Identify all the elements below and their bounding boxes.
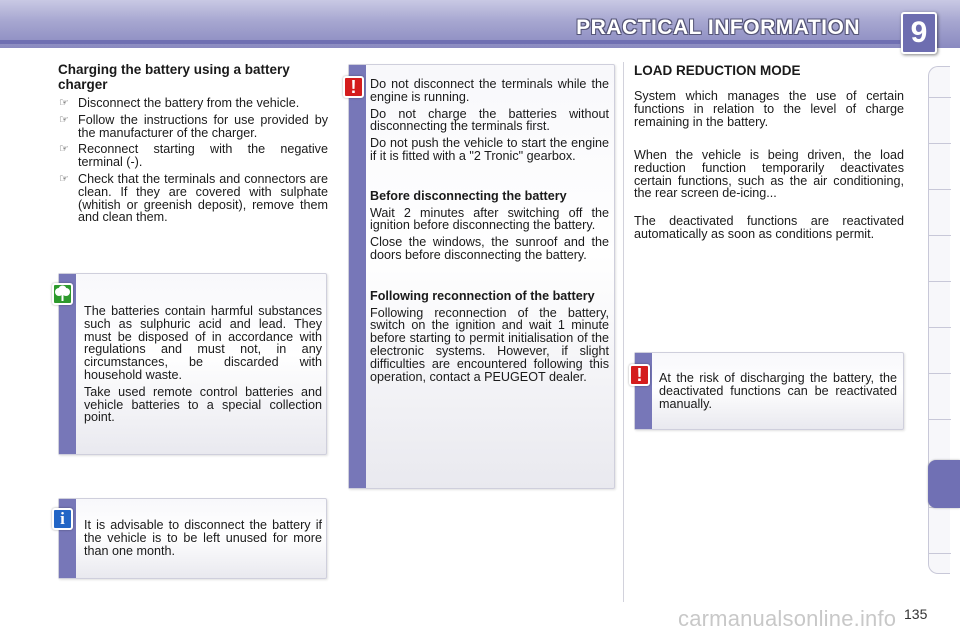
subheading-before-disconnecting: Before disconnecting the battery bbox=[370, 188, 567, 203]
tab-divider bbox=[929, 143, 951, 144]
column-divider bbox=[623, 62, 624, 602]
tree-icon bbox=[52, 283, 73, 305]
info-note-box bbox=[58, 498, 327, 579]
list-item: ☞ Follow the instructions for use provided by the manufacturer of the charger. bbox=[59, 112, 328, 140]
list-item: ☞ Check that the terminals and connectors are clean. If they are covered with sulphate (whitish or greenish deposit), remove them and clean them. bbox=[59, 171, 328, 225]
tab-divider bbox=[929, 235, 951, 236]
tab-divider bbox=[929, 373, 951, 374]
pointing-hand-icon: ☞ bbox=[59, 172, 69, 185]
pointing-hand-icon: ☞ bbox=[59, 97, 69, 109]
load-reduction-warning-text: At the risk of discharging the battery, the deactivated functions can be reactivated manually. bbox=[659, 371, 897, 411]
info-icon: i bbox=[52, 508, 73, 530]
page-number: 135 bbox=[904, 606, 928, 622]
tab-divider bbox=[929, 97, 951, 98]
list-item: ☞ Reconnect starting with the negative terminal (-). bbox=[59, 142, 328, 170]
tab-divider bbox=[929, 419, 951, 420]
section-heading-load-reduction: LOAD REDUCTION MODE bbox=[634, 63, 801, 78]
section-heading-charging: Charging the battery using a battery charger bbox=[58, 62, 290, 92]
battery-warning-text: Do not disconnect the terminals while the engine is running. Do not charge the batteries without disconnecting the terminals first. Do not push the vehicle to start the engine if it is fitted with a "2 Tronic" gearbox. Before disconnecting the battery Wait 2 minutes after switching off the ignition before disconnecting the battery. Close the windows, the sunroof and the doors before disconnecting the battery. Following reconnection of the battery Following reconnection of the battery, switch on the ignition and wait 1 minute before starting to permit initialisation of the electronic systems. However, if slight difficulties are encountered following this operation, contact a PEUGEOT dealer. bbox=[370, 77, 609, 384]
load-reduction-description: When the vehicle is being driven, the load reduction function temporarily deactivates certain functions, such as the air conditioning, the rear screen de-icing... bbox=[634, 148, 904, 201]
info-note-text: It is advisable to disconnect the battery if the vehicle is to be left unused for more than one month. bbox=[84, 518, 322, 558]
charging-steps-list bbox=[58, 97, 328, 228]
chapter-number: 9 bbox=[910, 16, 928, 49]
watermark: carmanualsonline.info bbox=[678, 606, 897, 631]
list-item: ☞ Disconnect the battery from the vehicle. bbox=[59, 96, 300, 110]
subheading-following-reconnection: Following reconnection of the battery bbox=[370, 288, 595, 303]
tab-divider bbox=[929, 553, 951, 554]
active-chapter-tab[interactable] bbox=[928, 460, 960, 508]
load-reduction-intro: System which manages the use of certain functions in relation to the level of charge remaining in the battery. bbox=[634, 89, 904, 129]
tab-divider bbox=[929, 189, 951, 190]
load-reduction-warning-box bbox=[634, 352, 904, 430]
load-reduction-reactivation: The deactivated functions are reactivated automatically as soon as conditions permit. bbox=[634, 214, 904, 241]
warning-icon: ! bbox=[629, 364, 650, 386]
environment-note-text: The batteries contain harmful substances such as sulphuric acid and lead. They must be disposed of in accordance with regulations and must not, in any circumstances, be discarded with household waste. Take used remote control batteries and vehicle batteries to a special collection point. bbox=[84, 304, 322, 425]
pointing-hand-icon: ☞ bbox=[59, 113, 69, 126]
header-rule bbox=[0, 40, 900, 44]
chapter-badge bbox=[901, 12, 937, 54]
pointing-hand-icon: ☞ bbox=[59, 143, 69, 156]
page-title: PRACTICAL INFORMATION bbox=[576, 16, 860, 39]
tab-divider bbox=[929, 281, 951, 282]
warning-icon: ! bbox=[343, 76, 364, 98]
tab-divider bbox=[929, 327, 951, 328]
box-accent-bar bbox=[349, 65, 366, 488]
environment-note-box bbox=[58, 273, 327, 455]
battery-warning-box bbox=[348, 64, 615, 489]
tree-icon-glyph bbox=[54, 285, 71, 303]
